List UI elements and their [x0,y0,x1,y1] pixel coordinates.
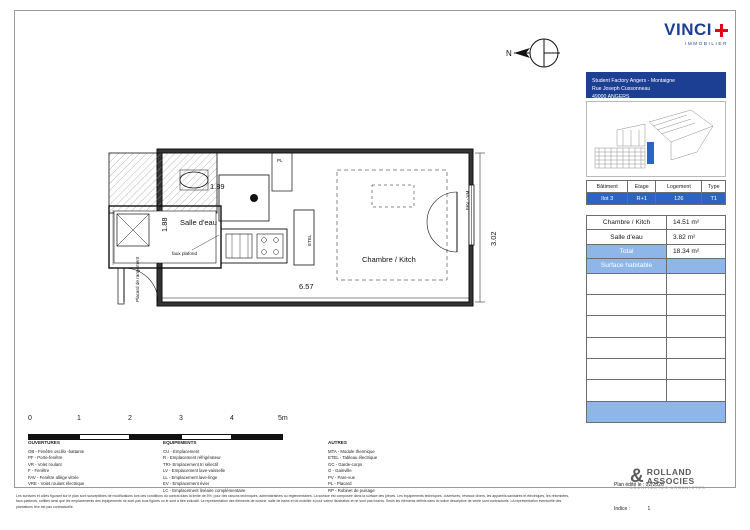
indice-label: Indice : [614,506,631,512]
area-value-3 [667,259,726,273]
area-row [587,230,726,244]
area-label-0: Chambre / Kitch [587,216,667,230]
area-row-habitable [587,259,726,273]
area-value-1: 3.82 m² [667,230,726,244]
info-panel [586,72,726,423]
legend-item: EV - Emplacement évier [163,481,210,487]
identity-value-1: R+1 [628,193,656,205]
area-row-accent [587,401,726,422]
legend-item: PF - Porte-fenêtre [28,455,63,461]
identity-value-3: T1 [702,193,726,205]
scale-tick-3: 3 [179,415,183,422]
legend-item: CU - Emplacement [163,448,200,454]
disclaimer-text: Les surfaces et côtes figurant sur le plan sont susceptibles de modifications lors des conditions du contrat dans la limite de 5%, pour des raisons techniques, administratives ou réglementaires. La surface est composée dans la surface des pièces. Les équipements techniques, ouvertures, réseaux divers, les appareils sanitaires et électriques, les retombées, faux-plafonds, soffites ainsi que les emplacements des équipements ne sont pas tous figurés ou le sont à titre indicatif. La représentation des éléments de cuisine, salle de bains et de mobilier a pour valeur illustrative et ne sont pas fournis. Seuls les éléments définis dans la notice descriptive de vente sont contractuels. La représentation éventuelle des plantations leur est pas contractuelle. [16,494,570,509]
address-line-3: 49000 ANGERS [592,94,630,101]
label-faux-plafond: faux plafond [172,251,198,256]
label-placard: Placard de rangement [135,256,140,302]
legend-item: TRI- Emplacement tri sélectif [163,461,219,467]
svg-text:N: N [506,49,512,58]
dimension-left: 1.88 [160,217,169,232]
scale-tick-5: 5m [278,415,288,422]
scale-tick-0: 0 [28,415,32,422]
architect-ampersand: & [630,466,644,487]
indice-value: 1 [647,506,651,512]
legend-item: G - Gainville [328,468,352,474]
room-label-main: Chambre / Kitch [362,255,416,264]
scale-tick-1: 1 [77,415,81,422]
architect-logo [630,468,706,490]
legend-item: PL - Placard [328,481,352,487]
area-row-blank [587,294,726,315]
dimension-top-left: 1.89 [210,182,225,191]
identity-value-row [587,193,726,205]
project-address [586,72,726,101]
legend-item: FAV - Fenêtre allège vitrée [28,474,79,480]
vinci-wordmark: VINCI [664,20,712,39]
room-label-bathroom: Salle d'eau [180,218,217,227]
scale-bar [28,415,288,440]
area-label-2: Total [587,244,667,258]
legend-item: ETEL - Tableau électrique [328,455,378,461]
vinci-subtitle: IMMOBILIER [684,41,728,46]
areas-table [586,215,726,423]
legend-item: PV - Pare-vue [328,474,355,480]
legend-column-equipements [163,440,318,494]
address-line-1: Student Factory Angers - Montaigne [592,78,676,84]
legend-item: LV - Emplacement lave-vaisselle [163,468,226,474]
legend-title-ouvertures: OUVERTURES [28,440,60,445]
area-row [587,216,726,230]
architect-tagline: ARCHITECTES URBANISTES [630,485,706,490]
area-row-blank [587,316,726,337]
area-row-blank [587,359,726,380]
floor-plan-drawing [14,10,574,410]
legend-column-autres [328,440,488,494]
legend-item: LC - Emplacement linéaire complémentaire [163,487,246,493]
label-etel: ETEL [307,234,312,246]
legend-item: VRE - Volet roulant électrique [28,481,85,487]
label-pl: PL [277,158,283,163]
vinci-cross-icon [715,24,728,37]
scale-tick-2: 2 [128,415,132,422]
legend-title-autres: AUTRES [328,440,347,445]
identity-header-1: Etage [628,181,656,193]
legend-item: RP - Robinet de puisage [328,487,375,493]
identity-header-0: Bâtiment [587,181,628,193]
area-value-0: 14.51 m² [667,216,726,230]
key-plan [586,101,726,177]
area-row-total [587,244,726,258]
indice-row [614,506,650,512]
identity-header-row [587,181,726,193]
legend-item: LL - Emplacement lave-linge [163,474,218,480]
architect-name-1: ROLLAND [646,467,692,477]
area-label-1: Salle d'eau [587,230,667,244]
identity-header-3: Type [702,181,726,193]
legend-item: F - Fenêtre [28,468,50,474]
scale-labels [28,415,288,425]
legend-title-equipements: EQUIPEMENTS [163,440,197,445]
legend-column-ouvertures [28,440,148,488]
legend-item: VR - Volet roulant [28,461,62,467]
area-row-blank [587,273,726,294]
area-row-blank [587,380,726,401]
legend-item: GC - Garde-corps [328,461,363,467]
legend-item: R - Emplacement réfrigérateur [163,455,221,461]
legend-item: MTA - Module thermique [328,448,375,454]
legend-item: OB - Fenêtre oscillo -battante [28,448,85,454]
area-value-2: 18.34 m² [667,244,726,258]
identity-value-0: Ilot 3 [587,193,628,205]
vinci-logo [664,20,728,46]
label-fav: FAV - VM [465,190,470,210]
area-label-3: Surface habitable [587,259,667,273]
dimension-height: 3.02 [489,231,498,246]
plan-edit-date: Plan édité le : 02/2026 [614,482,664,488]
identity-table [586,180,726,205]
identity-header-2: Logement [656,181,702,193]
dimension-width: 6.57 [299,282,314,291]
architect-name-2: ASSOCIES [646,475,695,486]
area-row-blank [587,337,726,358]
address-line-2: Rue Joseph Cussonneau [592,86,651,93]
scale-tick-4: 4 [230,415,234,422]
identity-value-2: 126 [656,193,702,205]
